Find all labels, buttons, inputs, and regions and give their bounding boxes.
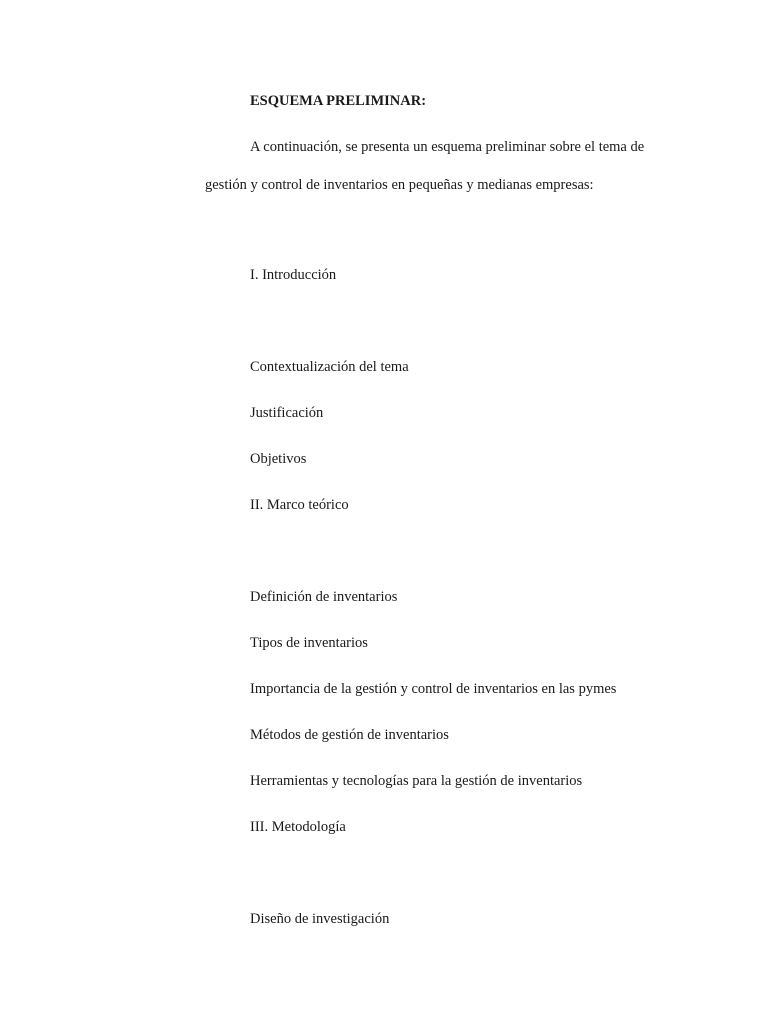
intro-paragraph-line-1: A continuación, se presenta un esquema preliminar sobre el tema de (250, 139, 645, 155)
outline-item-contextualizacion: Contextualización del tema (250, 359, 409, 375)
outline-item-metodos: Métodos de gestión de inventarios (250, 727, 449, 743)
outline-item-marco-teorico: II. Marco teórico (250, 497, 349, 513)
outline-item-metodologia: III. Metodología (250, 819, 346, 835)
outline-item-diseno-investigacion: Diseño de investigación (250, 911, 390, 927)
outline-item-tipos-inventarios: Tipos de inventarios (250, 635, 368, 651)
outline-item-definicion-inventarios: Definición de inventarios (250, 589, 398, 605)
intro-paragraph-line-2: gestión y control de inventarios en pequeñas y medianas empresas: (205, 177, 594, 193)
document-heading: ESQUEMA PRELIMINAR: (250, 93, 427, 109)
outline-item-justificacion: Justificación (250, 405, 324, 421)
outline-item-introduccion: I. Introducción (250, 267, 337, 283)
outline-item-objetivos: Objetivos (250, 451, 307, 467)
outline-item-importancia: Importancia de la gestión y control de inventarios en las pymes (250, 681, 617, 697)
outline-item-herramientas: Herramientas y tecnologías para la gestión de inventarios (250, 773, 583, 789)
